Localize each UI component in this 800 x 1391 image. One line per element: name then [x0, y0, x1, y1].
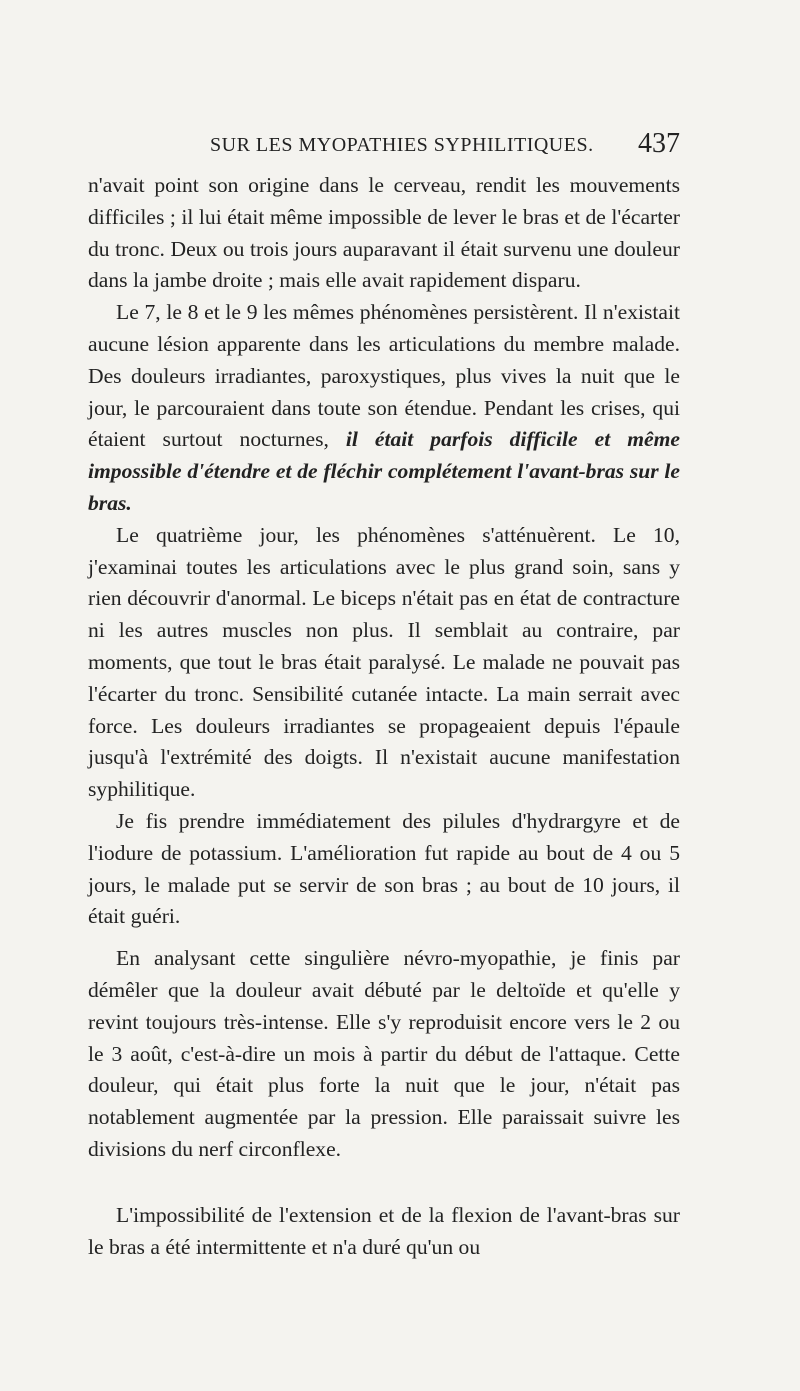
- page-header: [210, 128, 680, 160]
- paragraph-5: En analysant cette singulière névro-myopathie, je finis par démêler que la douleur avait débuté par le deltoïde et qu'elle y revint toujours très-intense. Elle s'y reproduisit encore vers le 2 ou le 3 août, c'est-à-dire un mois à partir du début de l'attaque. Cette douleur, qui était plus forte la nuit que le jour, n'était pas notablement augmentée par la pression. Elle paraissait suivre les divisions du nerf circonflexe.: [88, 946, 680, 1161]
- paragraph-3: Le quatrième jour, les phénomènes s'atténuèrent. Le 10, j'examinai toutes les articulations avec le plus grand soin, sans y rien découvrir d'anormal. Le biceps n'était pas en état de contracture ni les autres muscles non plus. Il semblait au contraire, par moments, que tout le bras était paralysé. Le malade ne pouvait pas l'écarter du tronc. Sensibilité cutanée intacte. La main serrait avec force. Les douleurs irradiantes se propageaient depuis l'épaule jusqu'à l'extrémité des doigts. Il n'existait aucune manifestation syphilitique.: [88, 522, 680, 802]
- paragraph-2-text: Le 7, le 8 et le 9 les mêmes phénomènes persistèrent. Il n'existait aucune lésion apparente dans les articulations du membre malade. Des douleurs irradiantes, paroxystiques, plus vives la nuit que le jour, le parcouraient dans toute son étendue. Pendant les crises, qui étaient surtout nocturnes,: [88, 300, 680, 452]
- running-head: SUR LES MYOPATHIES SYPHILITIQUES.: [210, 134, 594, 156]
- page-number: 437: [638, 128, 680, 159]
- paragraph-2-emphasis: il était parfois difficile et même impossible d'étendre et de fléchir complétement l'avant-bras sur le bras.: [88, 427, 680, 515]
- body-text: [88, 170, 680, 1263]
- paragraph-6: L'impossibilité de l'extension et de la flexion de l'avant-bras sur le bras a été intermittente et n'a duré qu'un ou: [88, 1202, 680, 1259]
- paragraph-2: [88, 297, 680, 520]
- paragraph-4: Je fis prendre immédiatement des pilules d'hydrargyre et de l'iodure de potassium. L'amélioration fut rapide au bout de 4 ou 5 jours, le malade put se servir de son bras ; au bout de 10 jours, il était guéri.: [88, 808, 680, 929]
- paragraph-1: n'avait point son origine dans le cerveau, rendit les mouvements difficiles ; il lui était même impossible de lever le bras et de l'écarter du tronc. Deux ou trois jours auparavant il était survenu une douleur dans la jambe droite ; mais elle avait rapidement disparu.: [88, 173, 680, 293]
